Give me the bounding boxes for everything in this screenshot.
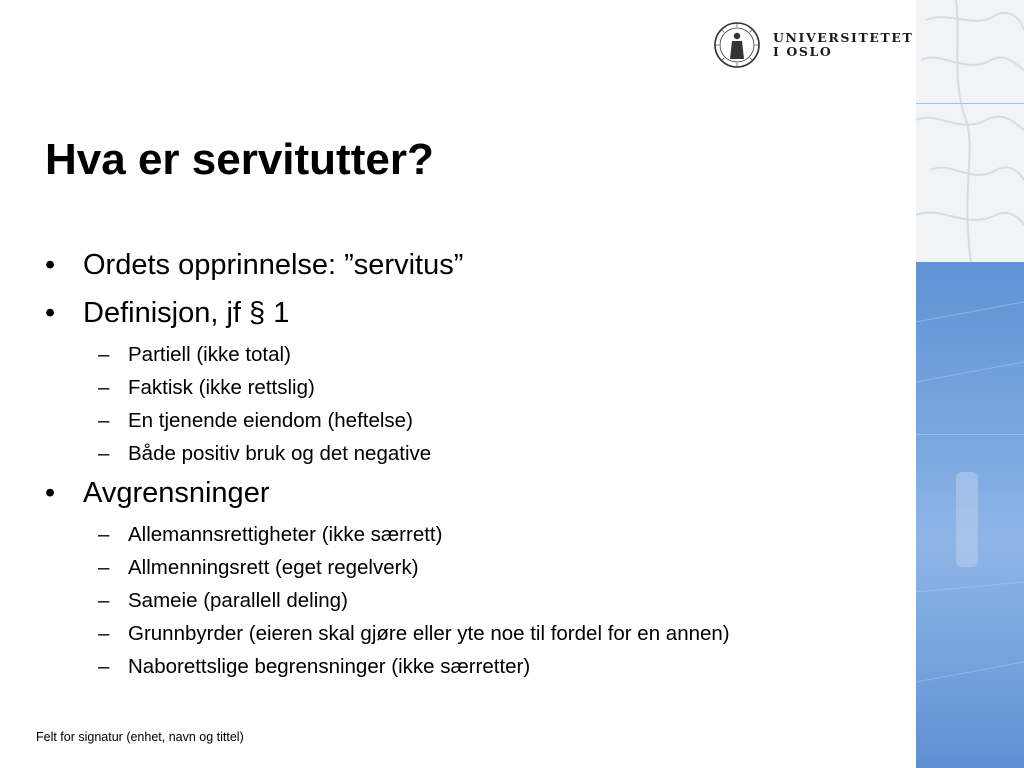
bullet-item — [45, 476, 905, 511]
statue-photo-graphic — [916, 262, 1024, 768]
decorative-side-panel — [916, 0, 1024, 768]
bullet-item — [45, 248, 905, 283]
side-panel-divider-lower — [916, 434, 1024, 435]
dash-marker: – — [98, 523, 110, 546]
dash-marker: – — [98, 343, 110, 366]
sub-list — [45, 338, 905, 470]
sub-bullet-text: Faktisk (ikke rettslig) — [128, 376, 315, 399]
university-logo — [713, 20, 913, 70]
statue-sketch-graphic — [916, 0, 1024, 262]
signature-footer: Felt for signatur (enhet, navn og tittel) — [36, 730, 244, 744]
sub-bullet-item — [45, 404, 905, 437]
sub-list — [45, 518, 905, 683]
slide-content — [45, 248, 905, 683]
sub-bullet-item — [45, 338, 905, 371]
bullet-marker: • — [45, 297, 56, 329]
side-panel-photo — [916, 262, 1024, 768]
university-name-line1: UNIVERSITETET — [773, 30, 914, 45]
dash-marker: – — [98, 622, 110, 645]
dash-marker: – — [98, 556, 110, 579]
university-seal-icon — [713, 21, 761, 69]
university-name — [773, 31, 913, 59]
sub-bullet-text: Sameie (parallell deling) — [128, 589, 348, 612]
sub-bullet-item — [45, 551, 905, 584]
bullet-marker: • — [45, 249, 56, 281]
bullet-text: Ordets opprinnelse: ”servitus” — [83, 249, 464, 281]
sub-bullet-item — [45, 617, 905, 650]
dash-marker: – — [98, 376, 110, 399]
sub-bullet-item — [45, 584, 905, 617]
sub-bullet-text: Allmenningsrett (eget regelverk) — [128, 556, 419, 579]
side-panel-top — [916, 0, 1024, 262]
dash-marker: – — [98, 409, 110, 432]
bullet-text: Avgrensninger — [83, 477, 270, 509]
sub-bullet-text: Både positiv bruk og det negative — [128, 442, 432, 465]
dash-marker: – — [98, 589, 110, 612]
side-panel-divider — [916, 103, 1024, 104]
sub-bullet-item — [45, 518, 905, 551]
sub-bullet-text: Grunnbyrder (eieren skal gjøre eller yte noe til fordel for en annen) — [128, 622, 730, 645]
slide-title: Hva er servitutter? — [45, 135, 434, 184]
sub-bullet-item — [45, 650, 905, 683]
sub-bullet-text: Allemannsrettigheter (ikke særrett) — [128, 523, 443, 546]
sub-bullet-text: Partiell (ikke total) — [128, 343, 291, 366]
sub-bullet-item — [45, 437, 905, 470]
dash-marker: – — [98, 655, 110, 678]
university-name-line2: I OSLO — [773, 44, 833, 59]
sub-bullet-text: En tjenende eiendom (heftelse) — [128, 409, 413, 432]
dash-marker: – — [98, 442, 110, 465]
sub-bullet-text: Naborettslige begrensninger (ikke særretter) — [128, 655, 531, 678]
bullet-item — [45, 296, 905, 331]
bullet-text: Definisjon, jf § 1 — [83, 297, 290, 329]
bullet-marker: • — [45, 477, 56, 509]
sub-bullet-item — [45, 371, 905, 404]
